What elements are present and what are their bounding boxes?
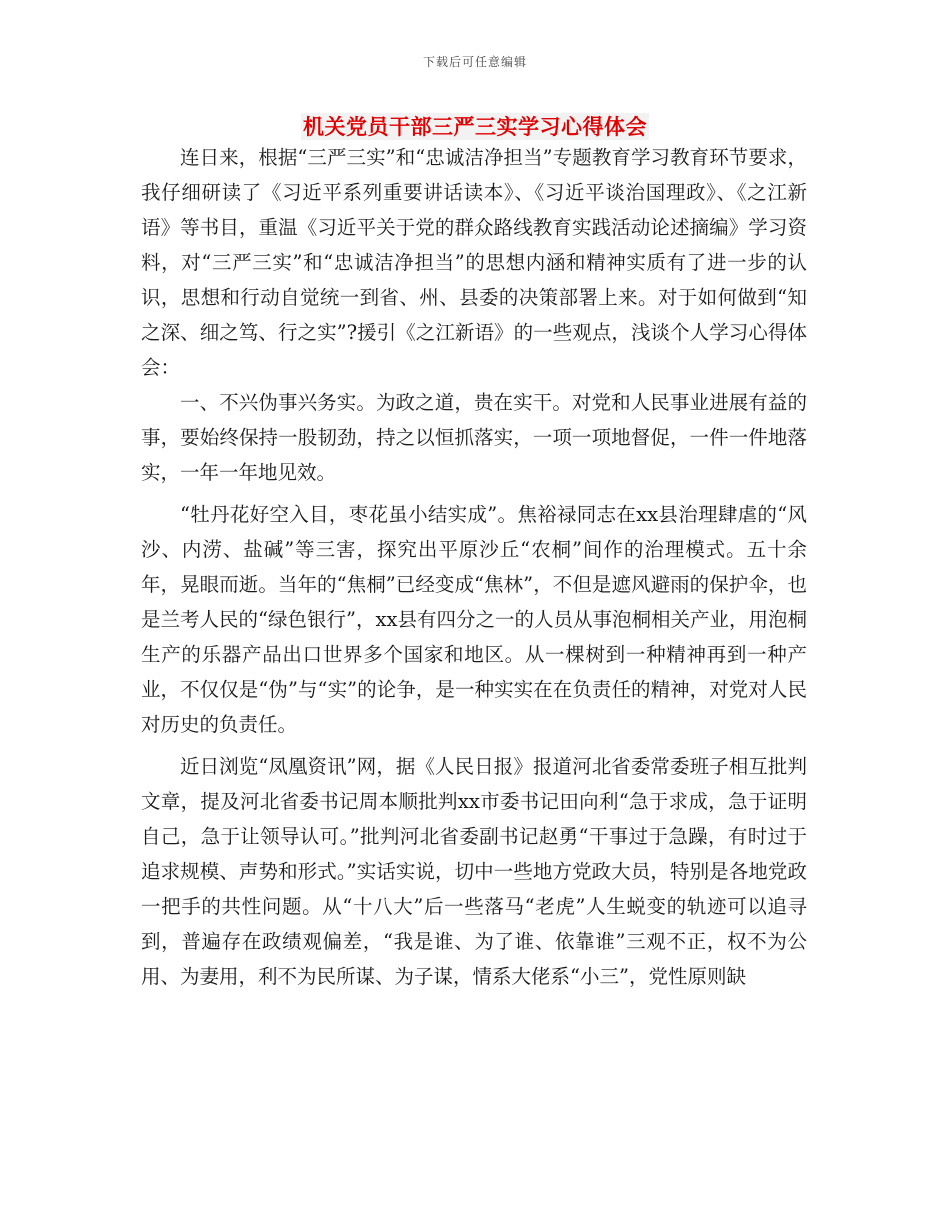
title-container — [0, 113, 950, 140]
paragraph-section-one: 一、不兴伪事兴务实。为政之道，贵在实干。对党和人民事业进展有益的事，要始终保持一股韧劲，持之以恒抓落实，一项一项地督促，一件一件地落实，一年一年地见效。 — [141, 391, 807, 484]
paragraph-hebei: 近日浏览“凤凰资讯”网，据《人民日报》报道河北省委常委班子相互批判文章，提及河北省委书记周本顺批判xx市委书记田向利“急于求成，急于证明自己，急于让领导认可。”批判河北省委副书记赵勇“干事过于急躁，有时过于追求规模、声势和形式。”实话实说，切中一些地方党政大员，特别是各地党政一把手的共性问题。从“十八大”后一些落马“老虎”人生蜕变的轨迹可以追寻到，普遍存在政绩观偏差，“我是谁、为了谁、依靠谁”三观不正，权不为公用、为妻用，利不为民所谋、为子谋，情系大佬系“小三”，党性原则缺 — [141, 755, 807, 988]
paragraph-jiao-yulu: “牡丹花好空入目，枣花虽小结实成”。焦裕禄同志在xx县治理肆虐的“风沙、内涝、盐碱”等三害，探究出平原沙丘“农桐”间作的治理模式。五十余年，晃眼而逝。当年的“焦桐”已经变成“焦林”，不但是遮风避雨的保护伞，也是兰考人民的“绿色银行”，xx县有四分之一的人员从事泡桐相关产业，用泡桐生产的乐器产品出口世界多个国家和地区。从一棵树到一种精神再到一种产业，不仅仅是“伪”与“实”的论争，是一种实实在在负责任的精神，对党对人民对历史的负责任。 — [141, 503, 807, 736]
document-body — [141, 140, 807, 994]
paragraph-intro: 连日来，根据“三严三实”和“忠诚洁净担当”专题教育学习教育环节要求，我仔细研读了《习近平系列重要讲话读本》、《习近平谈治国理政》、《之江新语》等书目，重温《习近平关于党的群众路线教育实践活动论述摘编》学习资料，对“三严三实”和“忠诚洁净担当”的思想内涵和精神实质有了进一步的认识，思想和行动自觉统一到省、州、县委的决策部署上来。对于如何做到“知之深、细之笃、行之实”?援引《之江新语》的一些观点，浅谈个人学习心得体会： — [141, 146, 807, 379]
document-title: 机关党员干部三严三实学习心得体会 — [303, 114, 647, 139]
page-header-note: 下载后可任意编辑 — [422, 55, 527, 69]
